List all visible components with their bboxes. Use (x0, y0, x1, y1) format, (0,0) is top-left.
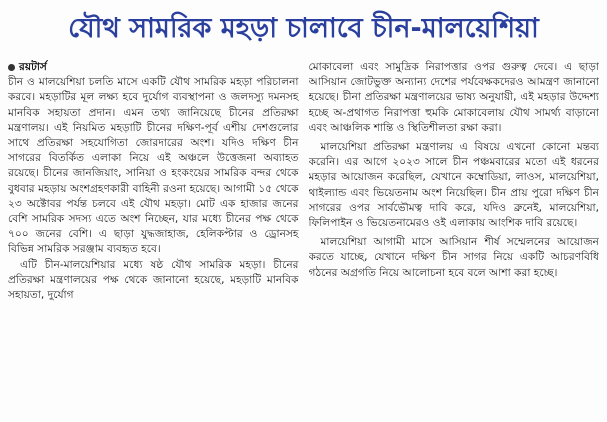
article-body (8, 60, 599, 418)
paragraph: চীন ও মালয়েশিয়া চলতি মাসে একটি যৌথ সামরিক মহড়া পরিচালনা করবে। মহড়াটির মূল লক্ষ্য হবে দুর্যোগ ব্যবস্থাপনা ও জলদস্যু দমনসহ মানবিক সহায়তা প্রদান। এমন তথ্য জানিয়েছে চীনের প্রতিরক্ষা মন্ত্রণালয়। এই নিয়মিত মহড়াটি চীনের দক্ষিণ-পূর্ব এশীয় দেশগুলোর সাথে প্রতিরক্ষা সহযোগিতা জোরদারের অংশ। যদিও দক্ষিণ চীন সাগরের বিতর্কিত এলাকা নিয়ে এই অঞ্চলে উত্তেজনা অব্যাহত রয়েছে। চীনের জানজিয়াং, সানিয়া ও হংকংয়ের সামরিক বন্দর থেকে বুধবার মহড়ায় অংশগ্রহণকারী বাহিনী রওনা হয়েছে। আগামী ১৫ থেকে ২৩ অক্টোবর পর্যন্ত চলবে এই যৌথ মহড়া। মোট এক হাজার জনের বেশি সামরিক সদস্য এতে অংশ নিচ্ছেন, যার মধ্যে চীনের পক্ষ থেকে ৭০০ জনের বেশি। এ ছাড়া যুদ্ধজাহাজ, হেলিকপ্টার ও ড্রোনসহ বিভিন্ন সামরিক সরঞ্জাম ব্যবহৃত হবে। (8, 76, 299, 256)
byline (8, 60, 299, 75)
paragraph: এটি চীন-মালয়েশিয়ার মধ্যে ষষ্ঠ যৌথ সামরিক মহড়া। চীনের প্রতিরক্ষা মন্ত্রণালয়ের পক্ষ থেকে জানানো হয়েছে, মহড়াটি মানবিক সহায়তা, দুর্যোগ (8, 258, 299, 302)
byline-source: রয়টার্স (19, 61, 47, 73)
left-column (8, 60, 299, 418)
paragraph: মালয়েশিয়া প্রতিরক্ষা মন্ত্রণালয় এ বিষয়ে এখনো কোনো মন্তব্য করেনি। এর আগে ২০২৩ সালে চীন পঞ্চমবারের মতো এই ধরনের মহড়ার আয়োজন করেছিল, যেখানে কম্বোডিয়া, লাওস, মালয়েশিয়া, থাইল্যান্ড এবং ভিয়েতনাম অংশ নিয়েছিল। চীন প্রায় পুরো দক্ষিণ চীন সাগরের ওপর সার্বভৌমত্ব দাবি করে, যদিও ব্রুনেই, মালয়েশিয়া, ফিলিপাইন ও ভিয়েতনামেরও ওই এলাকায় আংশিক দাবি রয়েছে। (308, 141, 599, 230)
right-column (309, 60, 600, 418)
paragraph: মালয়েশিয়া আগামী মাসে আসিয়ান শীর্ষ সম্মেলনের আয়োজন করতে যাচ্ছে, যেখানে দক্ষিণ চীন সাগর নিয়ে একটি আচরণবিধি গঠনের অগ্রগতি নিয়ে আলোচনা হবে বলে আশা করা হচ্ছে। (308, 236, 599, 279)
headline: যৌথ সামরিক মহড়া চালাবে চীন-মালয়েশিয়া (68, 13, 539, 44)
bullet-icon (8, 64, 15, 71)
paragraph: মোকাবেলা এবং সামুদ্রিক নিরাপত্তার ওপর গুরুত্ব দেবে। এ ছাড়া আসিয়ান জোটভুক্ত অন্যান্য দেশের পর্যবেক্ষকদেরও আমন্ত্রণ জানানো হয়েছে। চীনা প্রতিরক্ষা মন্ত্রণালয়ের ভাষ্য অনুযায়ী, এই মহড়ার উদ্দেশ্য হচ্ছে অ-প্রথাগত নিরাপত্তা হুমকি মোকাবেলায় যৌথ সামর্থ্য বাড়ানো এবং আঞ্চলিক শান্তি ও স্থিতিশীলতা রক্ষা করা। (308, 61, 599, 134)
